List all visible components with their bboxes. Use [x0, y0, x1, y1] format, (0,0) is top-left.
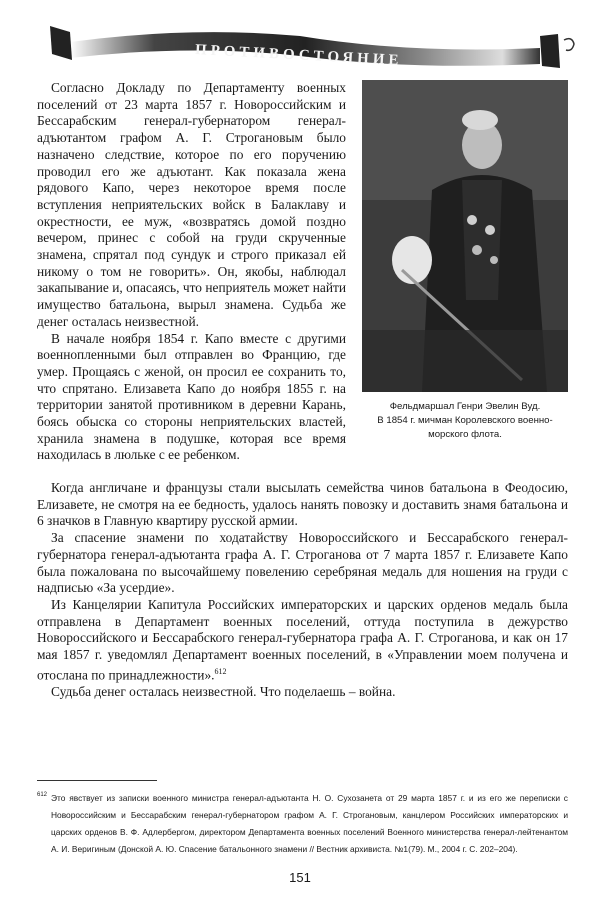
- paragraph: Когда англичане и французы стали высылать семейства чинов батальона в Феодосию, Елизавете, не смотря на ее бедность, удалось нанять повозку и доставить знамя батальона и 6 значков в Главную квартиру русской армии.: [37, 480, 568, 529]
- full-width-text: [37, 480, 568, 701]
- paragraph: [37, 597, 568, 684]
- photo-caption: [370, 400, 560, 442]
- paragraph: За спасение знамени по ходатайству Новороссийского и Бессарабского генерал-губернатора генерал-адъютанта графа А. Г. Строганова от 7 марта 1857 г. Елизавете Капо была пожалована по высочайшему повелению серебряная медаль для ношения на груди с надписью «За усердие».: [37, 530, 568, 596]
- left-column-text: [37, 80, 346, 464]
- footnote-number: 612: [37, 792, 48, 798]
- paragraph: Согласно Докладу по Департаменту военных поселений от 23 марта 1857 г. Новороссийским и Бессарабским генерал-губернатором генерал-адъютантом графом А. Г. Строгановым было назначено следствие, которое по его поручению проводил его же адъютант. Как показала жена рядового Капо, через некоторое время после вступления неприятельских войск в Балаклаву и окрестности, ее муж, «возвратясь домой поздно вечером, принес с собой на груди скрученные знамена, спрятал под сундук и строго приказал ей никому о том не говорить». Он, якобы, наблюдал закапывание и, опасаясь, что неприятель может найти имущество батальона, вырыл знамена. Судьба же денег осталась неизвестной.: [37, 80, 346, 329]
- footnote: [37, 790, 568, 858]
- chapter-title: ПРОТИВОСТОЯНИЕ: [194, 42, 403, 69]
- caption-line: В 1854 г. мичман Королевского военно-морского флота.: [377, 415, 553, 440]
- field-marshal-portrait-icon: [362, 80, 568, 392]
- paragraph-text: Из Канцелярии Капитула Российских императорских и царских орденов медаль была отправлена в Департамент военных поселений, оттуда поступила в дежурство Новороссийского и Бессарабского генерал-губернатора графа А. Г. Строганова, и как он 17 мая 1857 г. уведомлял Департамент военных поселений, в «Управлении моем получена и отослана по принадлежности».: [37, 596, 568, 683]
- chapter-banner: [40, 14, 580, 74]
- portrait-photo: [362, 80, 568, 392]
- footnote-reference[interactable]: 612: [214, 666, 227, 676]
- paragraph: Судьба денег осталась неизвестной. Что поделаешь – война.: [51, 683, 396, 699]
- paragraph: В начале ноября 1854 г. Капо вместе с другими военнопленными был отправлен во Францию, где умер. Прощаясь с женой, он просил ее сохранить то, что спрятано. Елизавета Капо до ноября 1855 г. на территории занятой противником в деревни Карань, боясь обыска со стороны неприятельских властей, хранила знамена в подушке, которая все время находилась в люльке с ее ребенком.: [37, 330, 346, 463]
- page-number: 151: [289, 870, 311, 885]
- footnote-divider: [37, 780, 157, 781]
- caption-line: Фельдмаршал Генри Эвелин Вуд.: [389, 401, 541, 412]
- footnote-text: Это явствует из записки военного министра генерал-адъютанта Н. О. Сухозанета от 29 марта 1857 г. и из его же переписки с Новороссийским и Бессарабским генерал-губернатором графом А. Г. Строгановым, канцлером Российских императорских и царских орденов В. Ф. Адлербергом, директором Департамента военных поселений Военного министерства генерал-лейтенантом А. И. Веригиным (Донской А. Ю. Спасение батальонного знамени // Вестник архивиста. №1(79). М., 2004 г. С. 202–204).: [51, 793, 568, 854]
